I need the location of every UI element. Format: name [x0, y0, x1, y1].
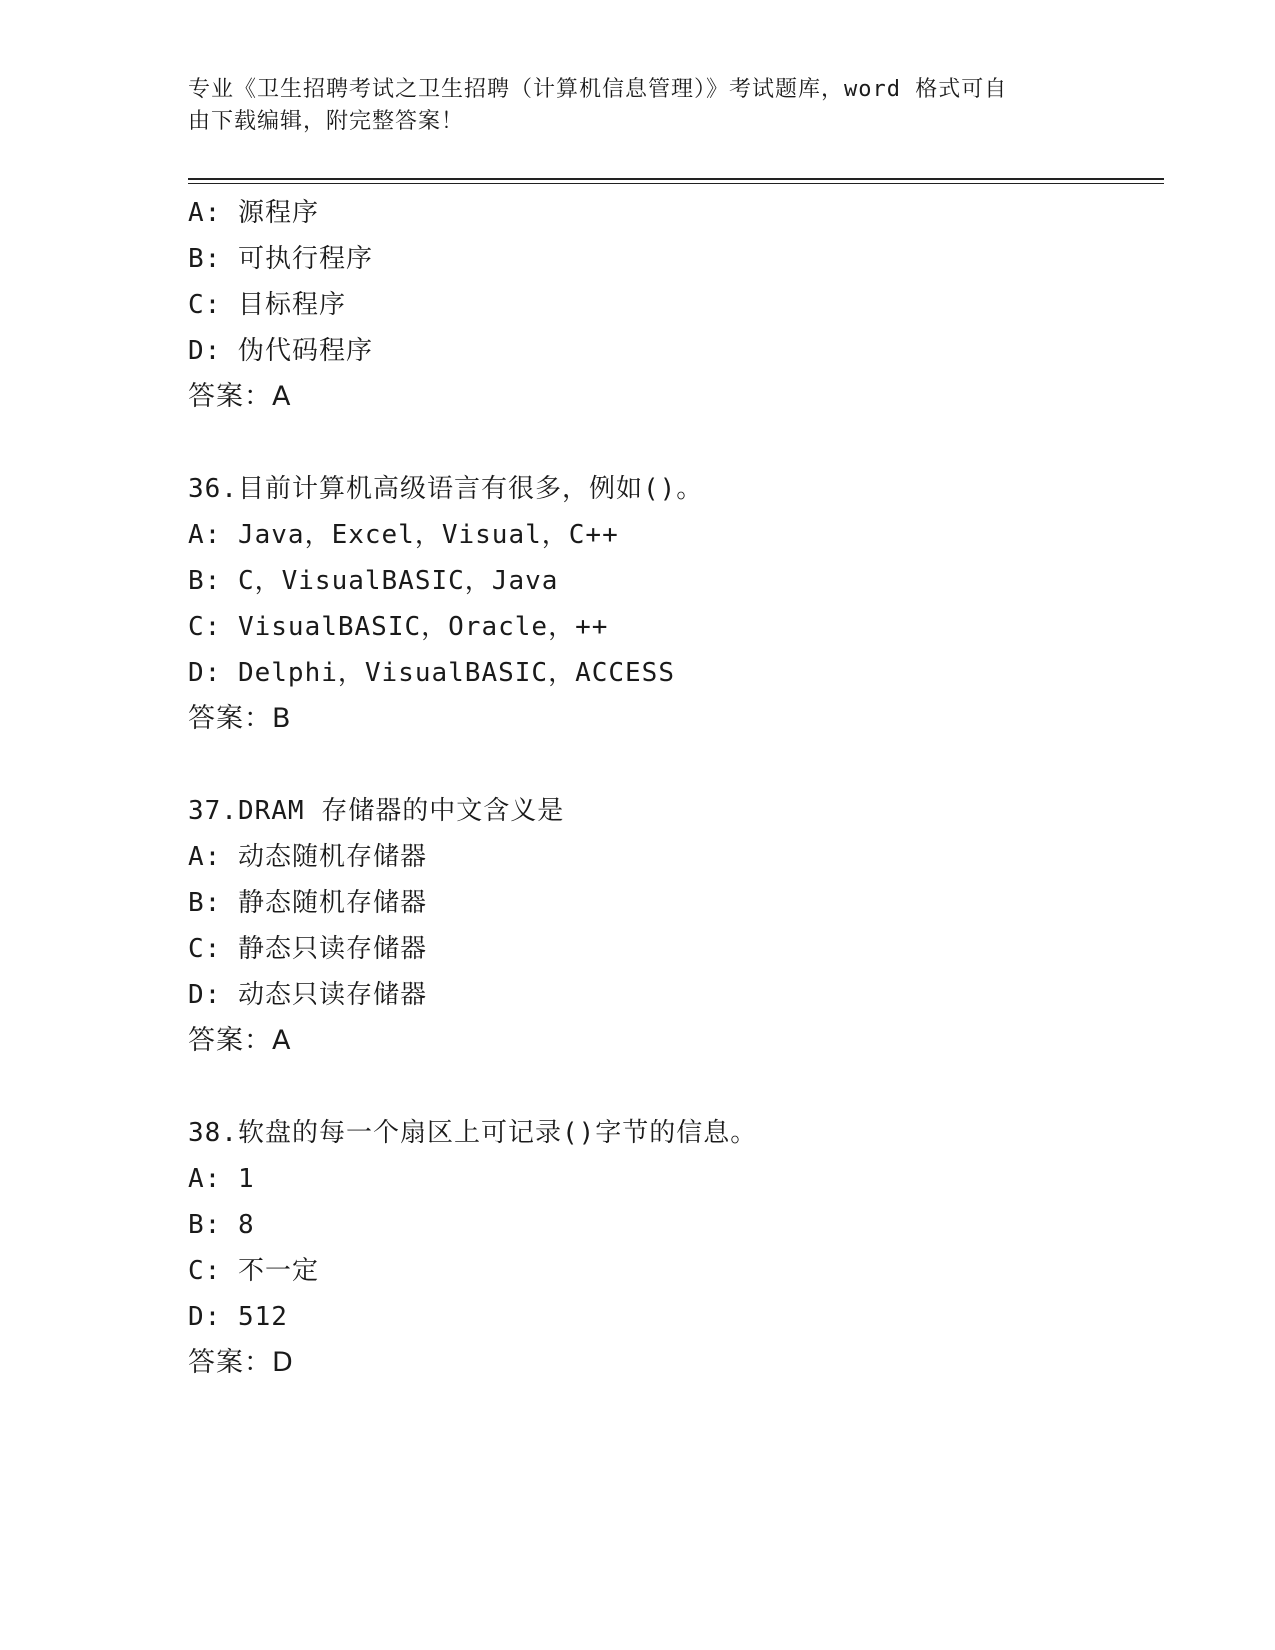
- option-c: C: 目标程序: [188, 290, 346, 320]
- question-36: [188, 466, 1168, 742]
- header-rule-thin: [188, 183, 1164, 184]
- document-header: [188, 74, 1088, 138]
- question-text: 38.软盘的每一个扇区上可记录()字节的信息。: [188, 1118, 758, 1148]
- option-d: D: Delphi，VisualBASIC，ACCESS: [188, 658, 675, 688]
- header-line-1: 专业《卫生招聘考试之卫生招聘（计算机信息管理）》考试题库，word 格式可自: [188, 77, 1008, 102]
- question-text: 36.目前计算机高级语言有很多，例如()。: [188, 474, 704, 504]
- option-b: B: 可执行程序: [188, 244, 373, 274]
- option-c: C: 不一定: [188, 1256, 319, 1286]
- option-d: D: 动态只读存储器: [188, 980, 427, 1010]
- header-line-2: 由下载编辑，附完整答案！: [188, 109, 465, 134]
- option-b: B: 静态随机存储器: [188, 888, 427, 918]
- answer-line: 答案：D: [188, 1347, 294, 1378]
- option-b: B: C，VisualBASIC，Java: [188, 566, 559, 596]
- option-a: A: Java，Excel，Visual，C++: [188, 520, 619, 550]
- option-b: B: 8: [188, 1210, 255, 1240]
- spacer: [188, 420, 1168, 466]
- option-a: A: 动态随机存储器: [188, 842, 427, 872]
- spacer: [188, 1064, 1168, 1110]
- answer-line: 答案：B: [188, 703, 292, 734]
- header-rule-thick: [188, 178, 1164, 180]
- option-a: A: 源程序: [188, 198, 319, 228]
- spacer: [188, 742, 1168, 788]
- option-c: C: VisualBASIC，Oracle，++: [188, 612, 609, 642]
- option-d: D: 伪代码程序: [188, 336, 373, 366]
- question-35: [188, 190, 1168, 420]
- question-37: [188, 788, 1168, 1064]
- question-38: [188, 1110, 1168, 1386]
- answer-line: 答案：A: [188, 1025, 292, 1056]
- question-text: 37.DRAM 存储器的中文含义是: [188, 796, 565, 826]
- option-c: C: 静态只读存储器: [188, 934, 427, 964]
- question-list: [188, 190, 1168, 1386]
- option-a: A: 1: [188, 1164, 255, 1194]
- option-d: D: 512: [188, 1302, 288, 1332]
- answer-line: 答案：A: [188, 381, 292, 412]
